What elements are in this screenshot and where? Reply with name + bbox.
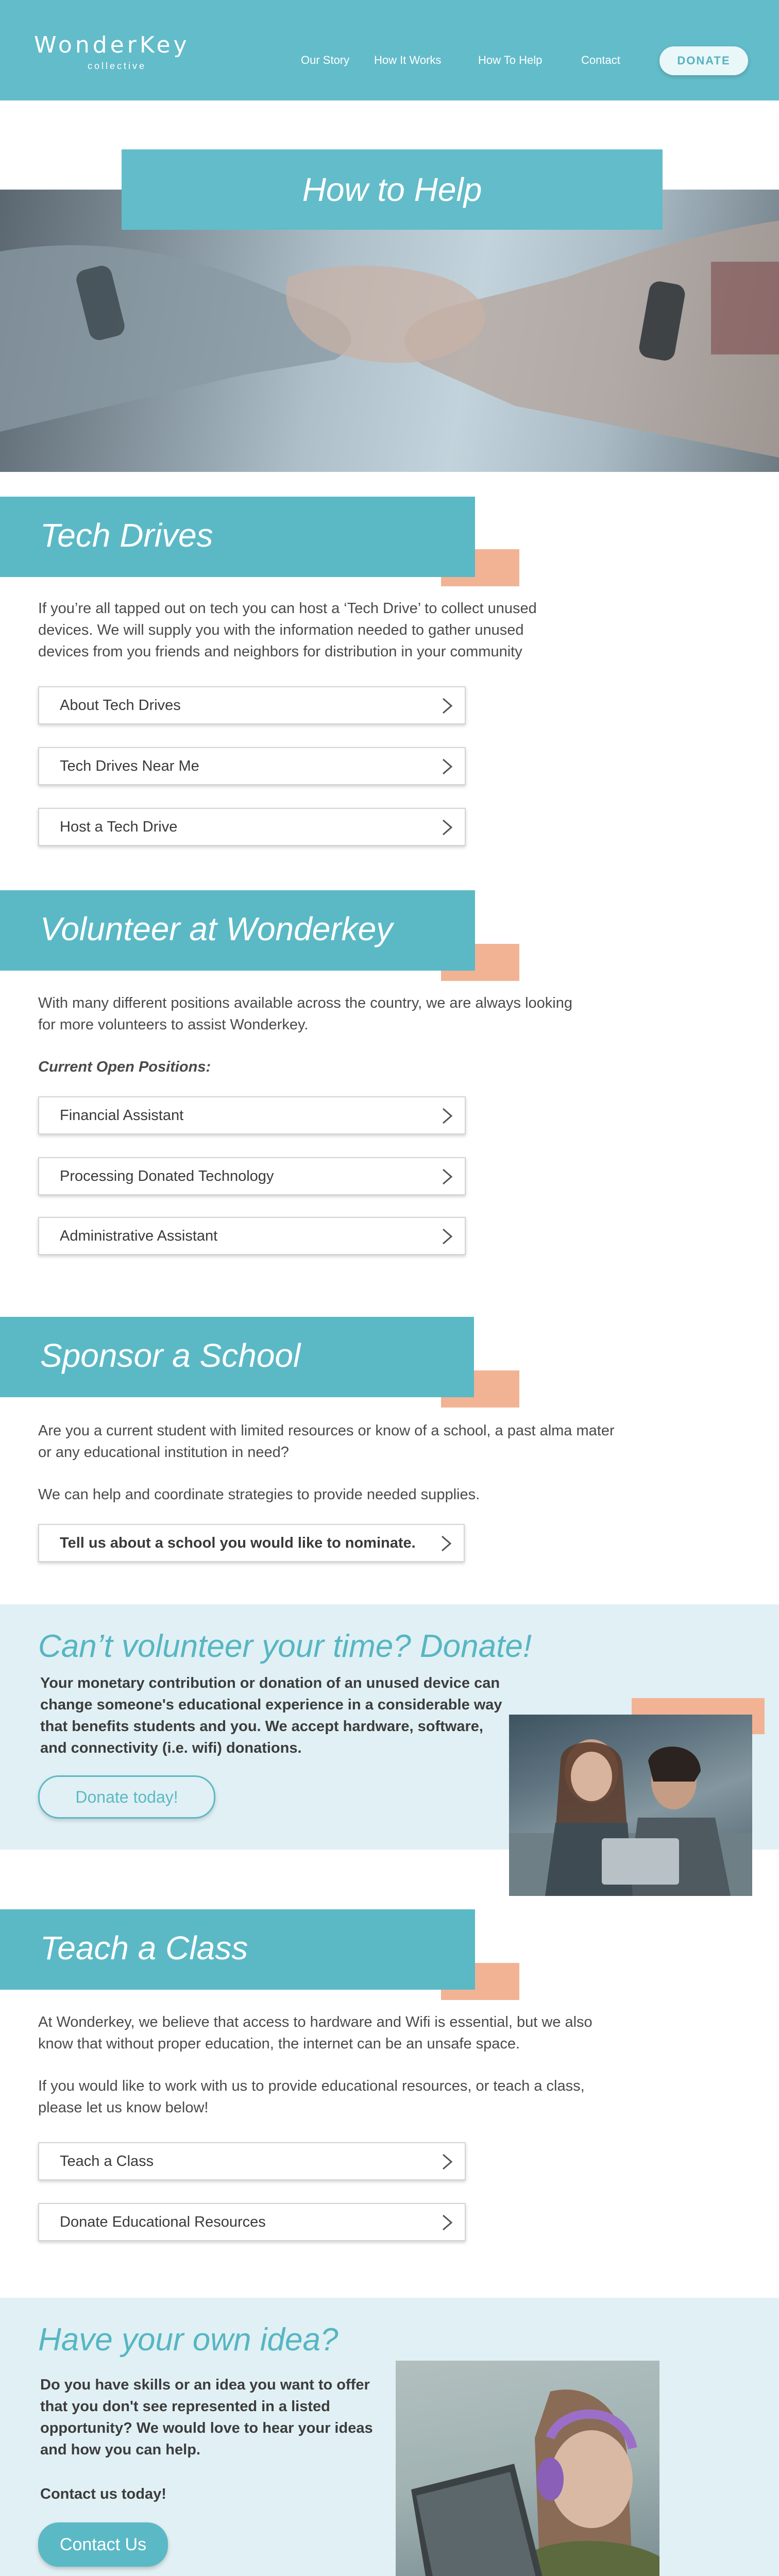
header-donate-button[interactable]: DONATE xyxy=(659,46,748,75)
students-laptop-photo xyxy=(509,1715,752,1896)
sponsor-banner xyxy=(0,1317,474,1397)
teach-title: Teach a Class xyxy=(40,1929,248,1967)
volunteer-description: With many different positions available across the country, we are always looking for more volunteers to assist Wonderkey. xyxy=(38,995,572,1033)
donate-description: Your monetary contribution or donation of an unused device can change someone's educational experience in a considerable way that benefits students and you. We accept hardware, software, and connectivity (i.e. wifi) donations. xyxy=(40,1675,502,1756)
contact-us-today-text: Contact us today! xyxy=(40,2486,166,2502)
sponsor-help-text: We can help and coordinate strategies to provide needed supplies. xyxy=(38,1486,480,1503)
administrative-assistant-link[interactable] xyxy=(38,1217,466,1255)
tech-title: Tech Drives xyxy=(40,517,213,554)
volunteer-banner xyxy=(0,890,475,971)
nominate-school-link[interactable] xyxy=(38,1524,465,1562)
teach-banner xyxy=(0,1909,475,1990)
volunteer-title: Volunteer at Wonderkey xyxy=(40,910,393,947)
hero-image xyxy=(0,190,779,472)
idea-description: Do you have skills or an idea you want to offer that you don't see represented in a listed opportunity? We would love to hear your ideas and how you can help. xyxy=(40,2377,373,2458)
tech-banner xyxy=(0,497,475,577)
teach-description: At Wonderkey, we believe that access to hardware and Wifi is essential, but we also know that without proper education, the internet can be an unsafe space. xyxy=(38,2014,592,2052)
donate-heading: Can’t volunteer your time? Donate! xyxy=(38,1629,532,1664)
financial-assistant-link[interactable] xyxy=(38,1096,466,1134)
site-logo[interactable]: WonderKey xyxy=(34,32,190,58)
nav-how-it-works[interactable]: How It Works xyxy=(374,54,442,66)
contact-us-button[interactable]: Contact Us xyxy=(38,2522,168,2567)
processing-donated-technology-link[interactable] xyxy=(38,1157,466,1195)
link-label: About Tech Drives xyxy=(60,697,181,714)
link-label: Processing Donated Technology xyxy=(60,1167,274,1184)
sponsor-description: Are you a current student with limited resources or know of a school, a past alma mater or any educational institution in need? xyxy=(38,1422,615,1461)
handshake-illustration xyxy=(0,190,779,472)
chevron-right-icon xyxy=(437,2153,455,2171)
chevron-right-icon xyxy=(436,1534,454,1553)
chevron-right-icon xyxy=(437,757,455,776)
link-label: Tech Drives Near Me xyxy=(60,757,199,774)
chevron-right-icon xyxy=(437,2213,455,2232)
nav-how-to-help[interactable]: How To Help xyxy=(478,54,543,66)
open-positions-label: Current Open Positions: xyxy=(38,1059,211,1075)
link-label: Tell us about a school you would like to nominate. xyxy=(60,1534,416,1551)
site-logo-subtitle: collective xyxy=(88,61,147,71)
donate-educational-resources-link[interactable] xyxy=(38,2203,466,2241)
link-label: Host a Tech Drive xyxy=(60,818,178,835)
idea-heading: Have your own idea? xyxy=(38,2322,338,2358)
chevron-right-icon xyxy=(437,697,455,715)
link-label: Administrative Assistant xyxy=(60,1227,218,1244)
link-label: Financial Assistant xyxy=(60,1107,184,1124)
link-label: Donate Educational Resources xyxy=(60,2213,266,2230)
sponsor-title: Sponsor a School xyxy=(40,1337,301,1374)
chevron-right-icon xyxy=(437,1227,455,1246)
page-title: How to Help xyxy=(302,171,482,208)
teach-invitation: If you would like to work with us to provide educational resources, or teach a class, please let us know below! xyxy=(38,2078,585,2116)
hero-title-box xyxy=(122,149,663,230)
nav-our-story[interactable]: Our Story xyxy=(301,54,350,66)
host-tech-drive-link[interactable] xyxy=(38,808,466,846)
girl-illustration xyxy=(396,2361,659,2576)
chevron-right-icon xyxy=(437,818,455,837)
donate-today-button[interactable]: Donate today! xyxy=(38,1775,215,1819)
link-label: Teach a Class xyxy=(60,2153,154,2170)
students-illustration xyxy=(509,1715,752,1896)
chevron-right-icon xyxy=(437,1167,455,1186)
about-tech-drives-link[interactable] xyxy=(38,686,466,724)
chevron-right-icon xyxy=(437,1107,455,1125)
teach-a-class-link[interactable] xyxy=(38,2142,466,2180)
tech-drives-near-me-link[interactable] xyxy=(38,747,466,785)
nav-contact[interactable]: Contact xyxy=(581,54,620,66)
girl-laptop-photo xyxy=(396,2361,659,2576)
tech-description: If you’re all tapped out on tech you can host a ‘Tech Drive’ to collect unused devices. We will supply you with the information needed to gather unused devices from you friends and neighbors for distribution in your community xyxy=(38,600,537,660)
